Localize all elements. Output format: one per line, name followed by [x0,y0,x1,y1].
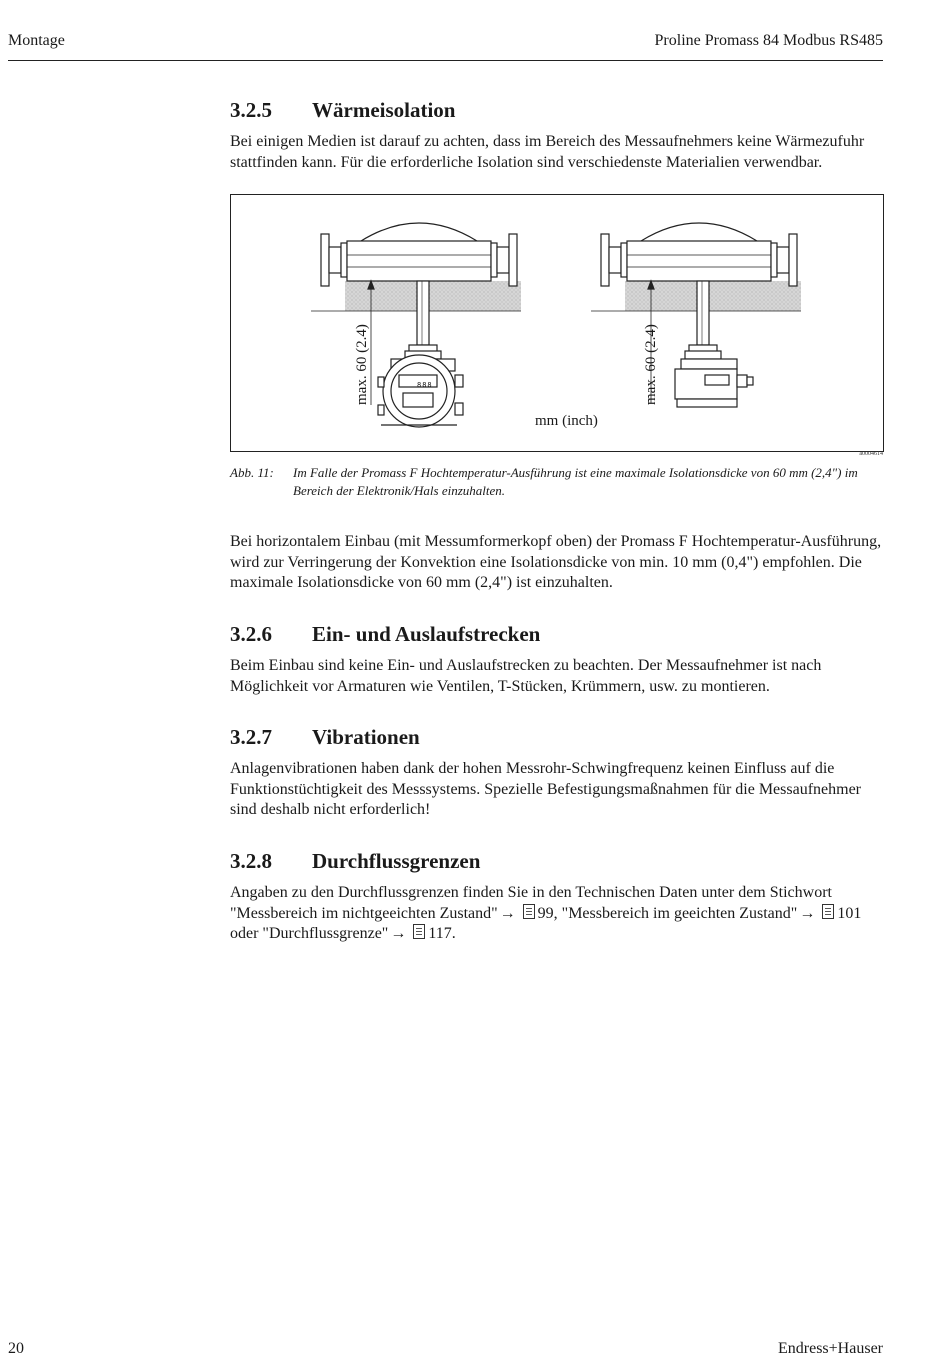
section-heading-3-2-6 [230,622,540,647]
page-number: 20 [8,1340,24,1357]
page-ref-link[interactable]: 99 [537,904,554,922]
flow-limits-text-2: , "Messbereich im geeichten Zustand" [553,904,798,922]
paragraph-insulation-intro: Bei einigen Medien ist darauf zu achten, dass im Bereich des Messaufnehmers keine Wärmezufuhr stattfinden kann. Für die erforderliche Isolation sind verschiedenste Materialien verwendbar. [230,133,865,171]
section-heading-3-2-8 [230,849,480,874]
footer-brand: Endress+Hauser [778,1340,883,1357]
arrow-icon: → [799,904,816,922]
page-ref-icon [523,904,535,919]
dimension-label-left: max. 60 (2.4) [354,324,370,405]
section-number: 3.2.8 [230,849,272,873]
section-number: 3.2.6 [230,622,272,646]
paragraph-inlet-outlet: Beim Einbau sind keine Ein- und Auslaufstrecken zu beachten. Der Messaufnehmer ist nach Möglichkeit vor Armaturen wie Ventilen, T-Stücken, Krümmern, usw. zu montieren. [230,657,822,695]
sentence-end: . [451,925,456,942]
section-number: 3.2.5 [230,98,272,122]
section-title: Ein- und Auslaufstrecken [312,622,541,646]
flow-limits-text-1: Angaben zu den Durchflussgrenzen finden Sie in den Technischen Daten unter dem Stichwort "Messbereich im nichtgeeichten Zustand" [230,884,832,922]
section-heading-3-2-7 [230,725,420,750]
section-title: Vibrationen [312,725,420,749]
section-title: Wärmeisolation [312,98,456,122]
dimension-label-right: max. 60 (2.4) [643,324,659,405]
section-number: 3.2.7 [230,725,272,749]
header-section-title: Montage [8,32,65,49]
figure-caption [230,464,885,500]
arrow-icon: → [499,904,516,922]
page-ref-link[interactable]: 101 [837,904,862,922]
header-document-title: Proline Promass 84 Modbus RS485 [654,32,883,49]
caption-text: Im Falle der Promass F Hochtemperatur-Ausführung ist eine maximale Isolationsdicke von 60 mm (2,4") im Bereich der Elektronik/Hals einzuhalten. [293,465,858,498]
page-ref-icon [413,924,425,939]
flow-limits-text-3: oder "Durchflussgrenze" [230,925,389,942]
sensor-left [311,223,521,427]
unit-label: mm (inch) [535,413,598,429]
paragraph-horizontal-installation: Bei horizontalem Einbau (mit Messumformerkopf oben) der Promass F Hochtemperatur-Ausführung, wird zur Verringerung der Konvektion eine Isolationsdicke von min. 10 mm (0,4") empfohlen. Die maximale Isolationsdicke von 60 mm (2,4") ist einzuhalten. [230,533,882,591]
paragraph-flow-limits [230,883,890,945]
display-digits: 888 [417,381,433,389]
arrow-icon: → [390,925,407,942]
figure-id: a0004614 [859,451,883,457]
header-divider [8,60,883,61]
paragraph-vibrations: Anlagenvibrationen haben dank der hohen Messrohr-Schwingfrequenz keinen Einfluss auf die Funktionstüchtigkeit des Messsystems. Spezielle Befestigungsmaßnahmen für die Messaufnehmer sind deshalb nicht erforderlich! [230,760,861,818]
sensor-right [591,223,801,407]
page-ref-link[interactable]: 117 [428,925,452,942]
section-heading-3-2-5 [230,98,455,123]
page-ref-icon [822,904,834,919]
figure-insulation [230,194,884,452]
section-title: Durchflussgrenzen [312,849,481,873]
caption-label: Abb. 11: [230,465,274,480]
